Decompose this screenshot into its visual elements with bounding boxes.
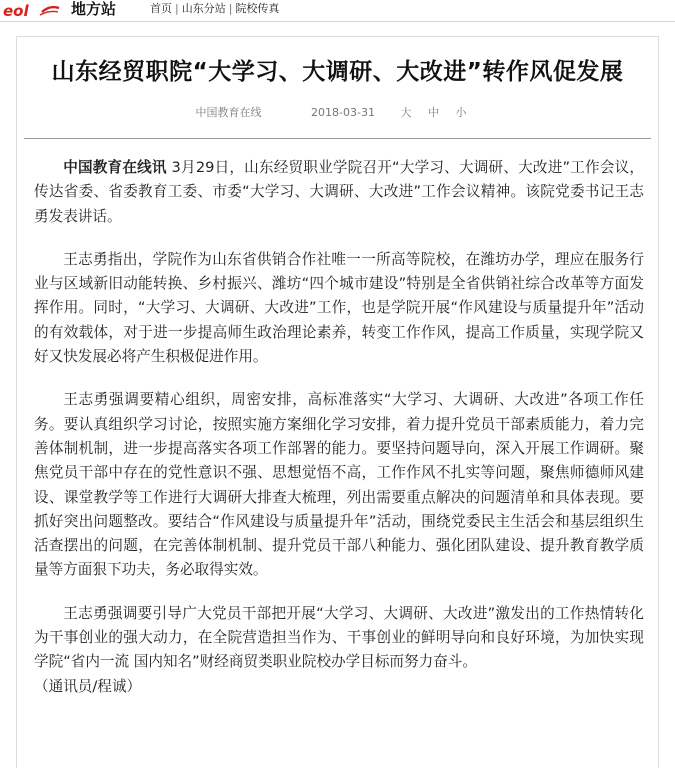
- article-date: 2018-03-31: [311, 106, 375, 119]
- article-meta: [0, 106, 675, 120]
- paragraph-1: [34, 156, 644, 229]
- paragraph-3: 王志勇强调要精心组织，周密安排，高标准落实“大学习、大调研、大改进”各项工作任务。要认真组织学习讨论，按照实施方案细化学习安排，着力提升党员干部素质能力，着力完善体制机制，进一步提高落实各项工作部署的能力。要坚持问题导向，深入开展工作调研。聚焦党员干部中存在的党性意识不强、思想觉悟不高，工作作风不扎实等问题，聚焦师德师风建设、课堂教学等工作进行大调研大排查大梳理，列出需要重点解决的问题清单和具体表现。要抓好突出问题整改。要结合“作风建设与质量提升年”活动，围绕党委民主生活会和基层组织生活查摆出的问题，在完善体制机制、提升党员干部八种能力、强化团队建设、提升教育教学质量等方面狠下功夫，务必取得实效。: [34, 391, 644, 579]
- paragraph-1-text: 3月29日，山东经贸职业学院召开“大学习、大调研、大改进”工作会议，传达省委、省委教育工委、市委“大学习、大调研、大改进”工作会议精神。该院党委书记王志勇发表讲话。: [34, 159, 644, 225]
- breadcrumb-shandong[interactable]: 山东分站: [181, 2, 226, 15]
- article-source: 中国教育在线: [195, 106, 262, 119]
- breadcrumb-separator: |: [175, 2, 179, 15]
- article-body: [34, 156, 644, 699]
- breadcrumb-college-news[interactable]: 院校传真: [235, 2, 280, 15]
- logo-text: eol: [3, 2, 29, 20]
- lead-source: 中国教育在线讯: [63, 159, 167, 176]
- font-size-large[interactable]: 大: [400, 106, 412, 119]
- font-size-small[interactable]: 小: [455, 106, 467, 119]
- site-name[interactable]: 地方站: [71, 0, 117, 18]
- article-title: 山东经贸职院“大学习、大调研、大改进”转作风促发展: [51, 59, 624, 85]
- breadcrumb-home[interactable]: 首页: [150, 2, 172, 15]
- breadcrumb-separator: |: [228, 2, 233, 15]
- paragraph-4: 王志勇强调要引导广大党员干部把开展“大学习、大调研、大改进”激发出的工作热情转化为干事创业的强大动力，在全院营造担当作为、干事创业的鲜明导向和良好环境，为加快实现学院“省内一流 国内知名”财经商贸类职业院校办学目标而努力奋斗。: [34, 604, 644, 671]
- top-divider: [0, 21, 675, 22]
- eol-logo[interactable]: [2, 2, 60, 20]
- font-size-medium[interactable]: 中: [427, 106, 439, 119]
- breadcrumb: [150, 2, 279, 16]
- top-bar: [0, 0, 675, 22]
- title-divider: [24, 138, 651, 139]
- article-credit: （通讯员/程诚）: [34, 677, 142, 695]
- paragraph-2: 王志勇指出，学院作为山东省供销合作社唯一一所高等院校，在潍坊办学，理应在服务行业与区域新旧动能转换、乡村振兴、潍坊“四个城市建设”特别是全省供销社综合改革等方面发挥作用。同时，“大学习、大调研、大改进”工作，也是学院开展“作风建设与质量提升年”活动的有效载体，对于进一步提高师生政治理论素养，转变工作作风，提高工作质量，实现学院又好又快发展必将产生积极促进作用。: [34, 250, 644, 366]
